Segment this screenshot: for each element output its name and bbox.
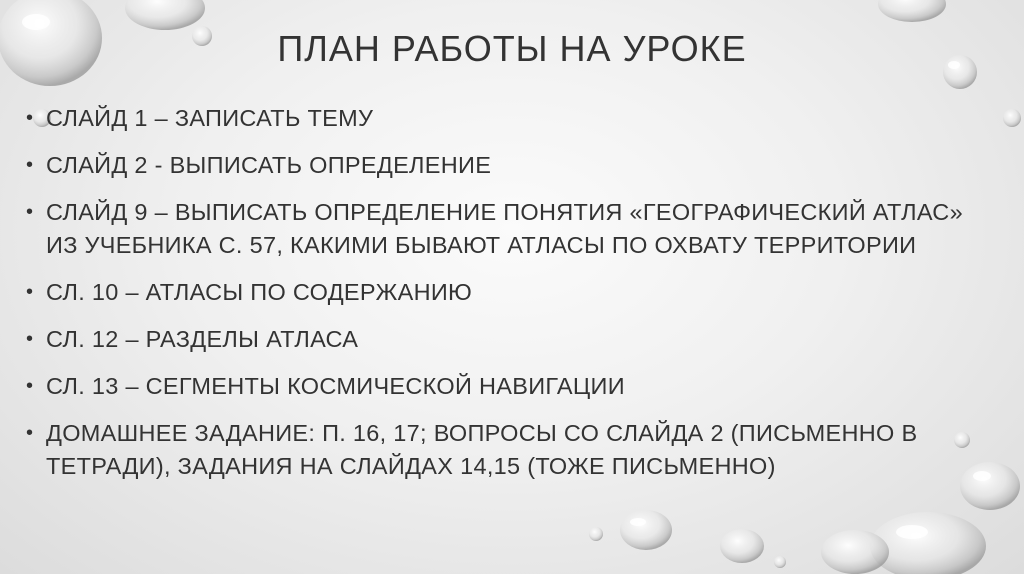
bullet-icon: • [26,154,34,176]
list-item [24,417,964,483]
drop-icon [878,0,946,22]
slide-title: ПЛАН РАБОТЫ НА УРОКЕ [277,28,747,69]
drop-icon [960,462,1020,510]
list-item [24,196,964,262]
list-item [24,370,964,403]
drop-icon [720,529,764,563]
drop-icon [870,512,986,574]
bullet-icon: • [26,375,34,397]
list-item-text: СЛ. 10 – АТЛАСЫ ПО СОДЕРЖАНИЮ [46,279,473,305]
drop-icon [125,0,205,30]
bullet-list [24,102,964,497]
list-item-text: СЛАЙД 1 – ЗАПИСАТЬ ТЕМУ [46,105,374,131]
list-item [24,323,964,356]
bullet-icon: • [26,422,34,444]
bullet-icon: • [26,201,34,223]
drop-icon [589,527,603,541]
list-item [24,102,964,135]
list-item [24,276,964,309]
bullet-icon: • [26,107,34,129]
list-item [24,149,964,182]
list-item-text: СЛАЙД 9 – ВЫПИСАТЬ ОПРЕДЕЛЕНИЕ ПОНЯТИЯ «ГЕОГРАФИЧЕСКИЙ АТЛАС» ИЗ УЧЕБНИКА С. 57, КАКИМИ БЫВАЮТ АТЛАСЫ ПО ОХВАТУ ТЕРРИТОРИИ [46,199,963,258]
drop-icon [821,530,889,574]
drop-icon [774,556,786,568]
list-item-text: СЛ. 12 – РАЗДЕЛЫ АТЛАСА [46,326,359,352]
drop-icon [1003,109,1021,127]
list-item-text: ДОМАШНЕЕ ЗАДАНИЕ: П. 16, 17; ВОПРОСЫ СО СЛАЙДА 2 (ПИСЬМЕННО В ТЕТРАДИ), ЗАДАНИЯ НА СЛАЙДАХ 14,15 (ТОЖЕ ПИСЬМЕННО) [46,420,918,479]
bullet-icon: • [26,281,34,303]
drop-icon [620,510,672,550]
list-item-text: СЛ. 13 – СЕГМЕНТЫ КОСМИЧЕСКОЙ НАВИГАЦИИ [46,373,625,399]
bullet-icon: • [26,328,34,350]
list-item-text: СЛАЙД 2 - ВЫПИСАТЬ ОПРЕДЕЛЕНИЕ [46,152,492,178]
